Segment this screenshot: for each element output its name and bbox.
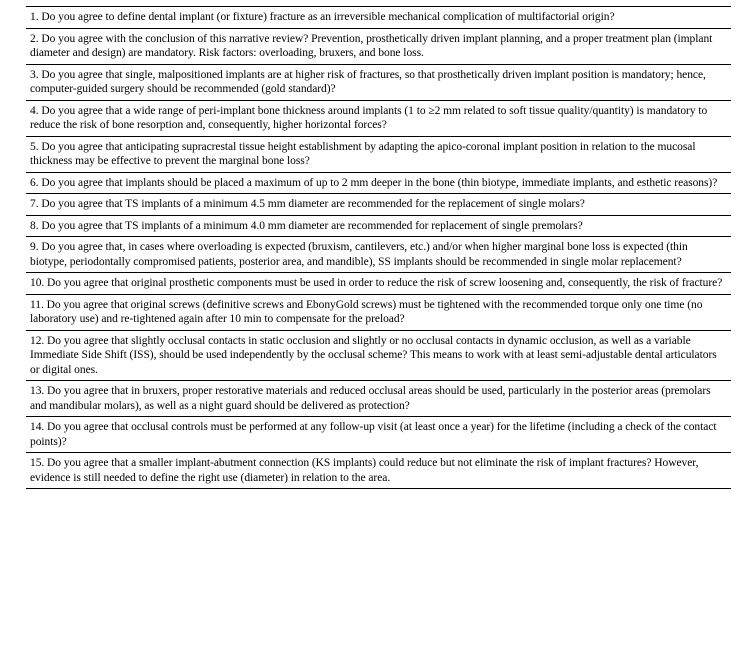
question-text: 6. Do you agree that implants should be placed a maximum of up to 2 mm deeper in the bone (thin biotype, immediate implants, and esthetic reasons)? <box>30 176 718 189</box>
question-text: 13. Do you agree that in bruxers, proper restorative materials and reduced occlusal areas should be used, particularly in the posterior areas (premolars and mandibular molars), as well as a night guard should be delivered as protection? <box>30 385 711 412</box>
question-text: 5. Do you agree that anticipating supracrestal tissue height establishment by adapting the apico-coronal implant position in relation to the mucosal thickness may be effective to prevent the marginal bone loss? <box>30 140 696 167</box>
question-text: 7. Do you agree that TS implants of a minimum 4.5 mm diameter are recommended for the replacement of single molars? <box>30 198 585 210</box>
question-text: 11. Do you agree that original screws (definitive screws and EbonyGold screws) must be tightened with the recommended torque only one time (no laboratory use) and re-tightened again after 10 min to compensate for the preload? <box>30 298 703 325</box>
question-row-14 <box>26 417 731 453</box>
question-text: 1. Do you agree to define dental implant (or fixture) fracture as an irreversible mechanical complication of multifactorial origin? <box>30 11 615 23</box>
question-row-1 <box>26 7 731 29</box>
question-row-15 <box>26 453 731 488</box>
question-row-4 <box>26 101 731 137</box>
question-row-7 <box>26 194 731 216</box>
question-row-5 <box>26 137 731 173</box>
question-row-3 <box>26 65 731 101</box>
question-text: 2. Do you agree with the conclusion of this narrative review? Prevention, prosthetically driven implant planning, and a proper treatment plan (implant diameter and design) are mandatory. Risk factors: overloading, bruxers, and bone loss. <box>30 32 713 59</box>
question-text: 8. Do you agree that TS implants of a minimum 4.0 mm diameter are recommended for replacement of single premolars? <box>30 219 583 232</box>
question-row-11 <box>26 295 731 331</box>
question-row-13 <box>26 381 731 417</box>
question-row-9 <box>26 237 731 273</box>
question-row-6 <box>26 173 731 195</box>
question-text: 12. Do you agree that slightly occlusal contacts in static occlusion and slightly or no occlusal contacts in dynamic occlusion, as well as a variable Immediate Side Shift (ISS), should be used independently by the occlusal scheme? This means to work with at least semi-adjustable dental articulators or digital ones. <box>30 334 717 376</box>
question-text: 4. Do you agree that a wide range of peri-implant bone thickness around implants (1 to ≥2 mm related to soft tissue quality/quantity) is mandatory to reduce the risk of bone resorption and, consequently, higher horizontal forces? <box>30 104 708 131</box>
question-row-12 <box>26 331 731 382</box>
question-text: 9. Do you agree that, in cases where overloading is expected (bruxism, cantilevers, etc.) and/or when higher marginal bone loss is expected (thin biotype, periodontally compromised patients, posterior area, and mandible), SS implants should be recommended in single molar replacement? <box>30 241 688 268</box>
question-text: 10. Do you agree that original prosthetic components must be used in order to reduce the risk of screw loosening and, consequently, the risk of fracture? <box>30 277 723 289</box>
question-text: 15. Do you agree that a smaller implant-abutment connection (KS implants) could reduce but not eliminate the risk of implant fractures? However, evidence is still needed to define the right use (diameter) in relation to the area. <box>30 457 699 484</box>
question-row-2 <box>26 29 731 65</box>
question-row-8 <box>26 216 731 238</box>
question-text: 14. Do you agree that occlusal controls must be performed at any follow-up visit (at least once a year) for the lifetime (including a check of the contact points)? <box>30 421 717 448</box>
question-row-10 <box>26 273 731 295</box>
question-text: 3. Do you agree that single, malpositioned implants are at higher risk of fractures, so that prosthetically driven implant position is mandatory; hence, computer-guided surgery should be recommended (gold standard)? <box>30 68 706 95</box>
questionnaire-table <box>26 6 731 489</box>
